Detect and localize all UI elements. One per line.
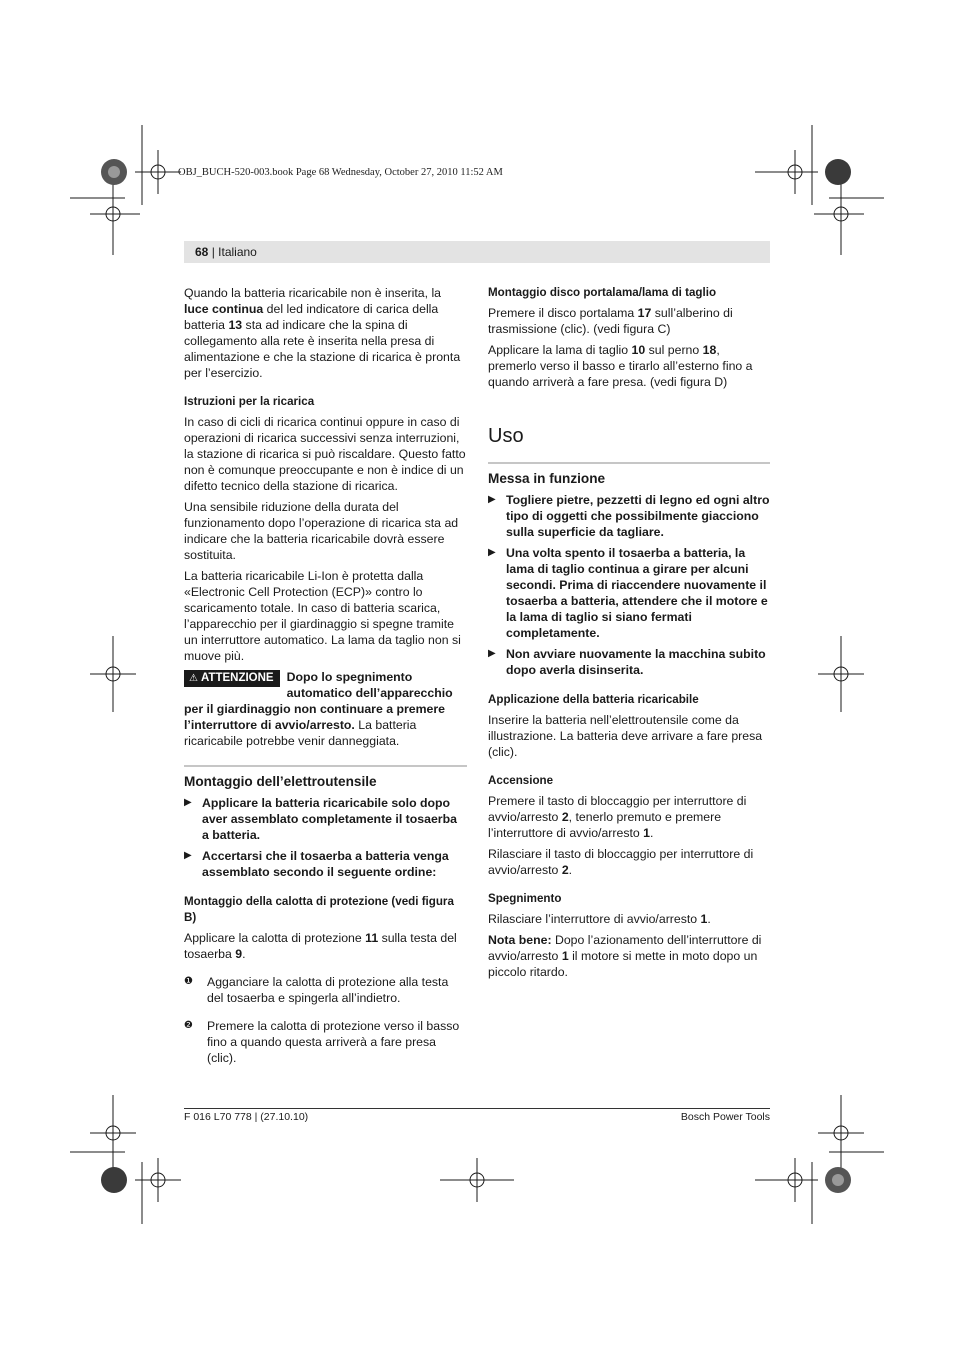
warning-block: ⚠ ATTENZIONE Dopo lo spegnimento automatico dell’apparecchio per il giardinaggio non continuare a premere l’interruttore di avvio/arresto. La batteria ricaricabile potrebbe venir danneggiata. xyxy=(184,670,453,748)
footer-brand: Bosch Power Tools xyxy=(680,1111,770,1123)
assembly-heading: Montaggio dell’elettroutensile xyxy=(184,765,467,790)
paragraph-blade: Applicare la lama di taglio 10 sul perno 18, premerlo verso il basso e tirarlo all’esterno fino a quando arriverà a fare presa. (vedi figura D) xyxy=(488,343,753,389)
footer-doc-number: F 016 L70 778 | (27.10.10) xyxy=(184,1111,309,1123)
list-item: ▶ Non avviare nuovamente la macchina subito dopo averla disinserita. xyxy=(488,647,766,677)
bullet-arrow-icon: ▶ xyxy=(184,850,192,861)
charging-heading: Istruzioni per la ricarica xyxy=(184,395,315,408)
bullet-arrow-icon: ▶ xyxy=(488,547,496,558)
page-language: | Italiano xyxy=(211,245,257,259)
right-column xyxy=(488,285,770,985)
paragraph-blade-disc: Premere il disco portalama 17 sull’alberino di trasmissione (clic). (vedi figura C) xyxy=(488,306,733,336)
paragraph-insert-battery: Inserire la batteria nell’elettroutensile come da illustrazione. La batteria deve arrivare a fare presa (clic). xyxy=(488,713,763,759)
list-item: ▶ Una volta spento il tosaerba a batteria, la lama di taglio continua a girare per alcuni secondi. Prima di riaccendere nuovamente il tosaerba a batteria, attendere che il motore e la lama di taglio si siano fermati completamente. xyxy=(488,546,768,640)
paragraph-note: Nota bene: Dopo l’azionamento dell’interruttore di avvio/arresto 1 il motore si mette in moto dopo un piccolo ritardo. xyxy=(488,933,762,979)
on-heading: Accensione xyxy=(488,774,554,787)
paragraph-runtime: Una sensibile riduzione della durata del funzionamento dopo l’operazione di ricarica sta ad indicare che la batteria ricaricabile dovrà essere sostituita. xyxy=(184,500,459,562)
blade-heading: Montaggio disco portalama/lama di taglio xyxy=(488,286,717,299)
list-item: ▶ Applicare la batteria ricaricabile solo dopo aver assemblato completamente il tosaerba a batteria. xyxy=(184,796,457,842)
cover-heading: Montaggio della calotta di protezione (vedi figura B) xyxy=(184,895,454,924)
step-item: ❶ Agganciare la calotta di protezione alla testa del tosaerba e spingerla all’indietro. xyxy=(184,975,449,1005)
left-column xyxy=(184,285,467,1071)
bullet-arrow-icon: ▶ xyxy=(488,648,496,659)
warning-icon: ⚠ xyxy=(189,673,198,684)
paragraph-switch-off: Rilasciare l’interruttore di avvio/arresto 1. xyxy=(488,912,711,926)
use-heading: Uso xyxy=(488,425,524,447)
bullet-arrow-icon: ▶ xyxy=(184,797,192,808)
step-item: ❷ Premere la calotta di protezione verso il basso fino a quando questa arriverà a fare presa (clic). xyxy=(184,1019,460,1065)
bullet-arrow-icon: ▶ xyxy=(488,494,496,505)
step-number: ❷ xyxy=(184,1020,193,1031)
paragraph-ecp: La batteria ricaricabile Li-Ion è protetta dalla «Electronic Cell Protection (ECP)» contro lo scaricamento totale. In caso di batteria scarica, l’apparecchio per il giardinaggio si spegne tramite un interruttore automatico. La lama da taglio non si muove più. xyxy=(184,569,461,663)
step-number: ❶ xyxy=(184,976,193,987)
paragraph-switch-on: Premere il tasto di bloccaggio per interruttore di avvio/arresto 2, tenerlo premuto e premere l’interruttore di avvio/arresto 1. xyxy=(488,794,747,840)
page-header xyxy=(184,241,770,263)
startup-heading: Messa in funzione xyxy=(488,462,770,487)
warning-label: ⚠ ATTENZIONE xyxy=(184,670,280,687)
page-number: 68 xyxy=(195,245,209,259)
paragraph-battery-led: Quando la batteria ricaricabile non è inserita, la luce continua del led indicatore di carica della batteria 13 sta ad indicare che la spina di collegamento alla rete è inserita nella presa di alimentazione e che la stazione di ricarica è pronta per l’esercizio. xyxy=(184,286,461,380)
paragraph-release-lock: Rilasciare il tasto di bloccaggio per interruttore di avvio/arresto 2. xyxy=(488,847,754,877)
battery-heading: Applicazione della batteria ricaricabile xyxy=(488,693,699,706)
list-item: ▶ Accertarsi che il tosaerba a batteria venga assemblato secondo il seguente ordine: xyxy=(184,849,449,879)
footer-divider xyxy=(184,1108,770,1109)
off-heading: Spegnimento xyxy=(488,892,562,905)
list-item: ▶ Togliere pietre, pezzetti di legno ed ogni altro tipo di oggetti che possibilmente giacciono sulla superficie da tagliare. xyxy=(488,493,770,539)
paragraph-charging-heat: In caso di cicli di ricarica continui oppure in caso di operazioni di ricarica successivi senza interruzioni, la stazione di ricarica si può riscaldare. Questo fatto non è comunque preoccupante e non è indice di un difetto tecnico della stazione di ricarica. xyxy=(184,415,466,493)
file-header: OBJ_BUCH-520-003.book Page 68 Wednesday, October 27, 2010 11:52 AM xyxy=(178,167,503,178)
paragraph-cover: Applicare la calotta di protezione 11 sulla testa del tosaerba 9. xyxy=(184,931,457,961)
